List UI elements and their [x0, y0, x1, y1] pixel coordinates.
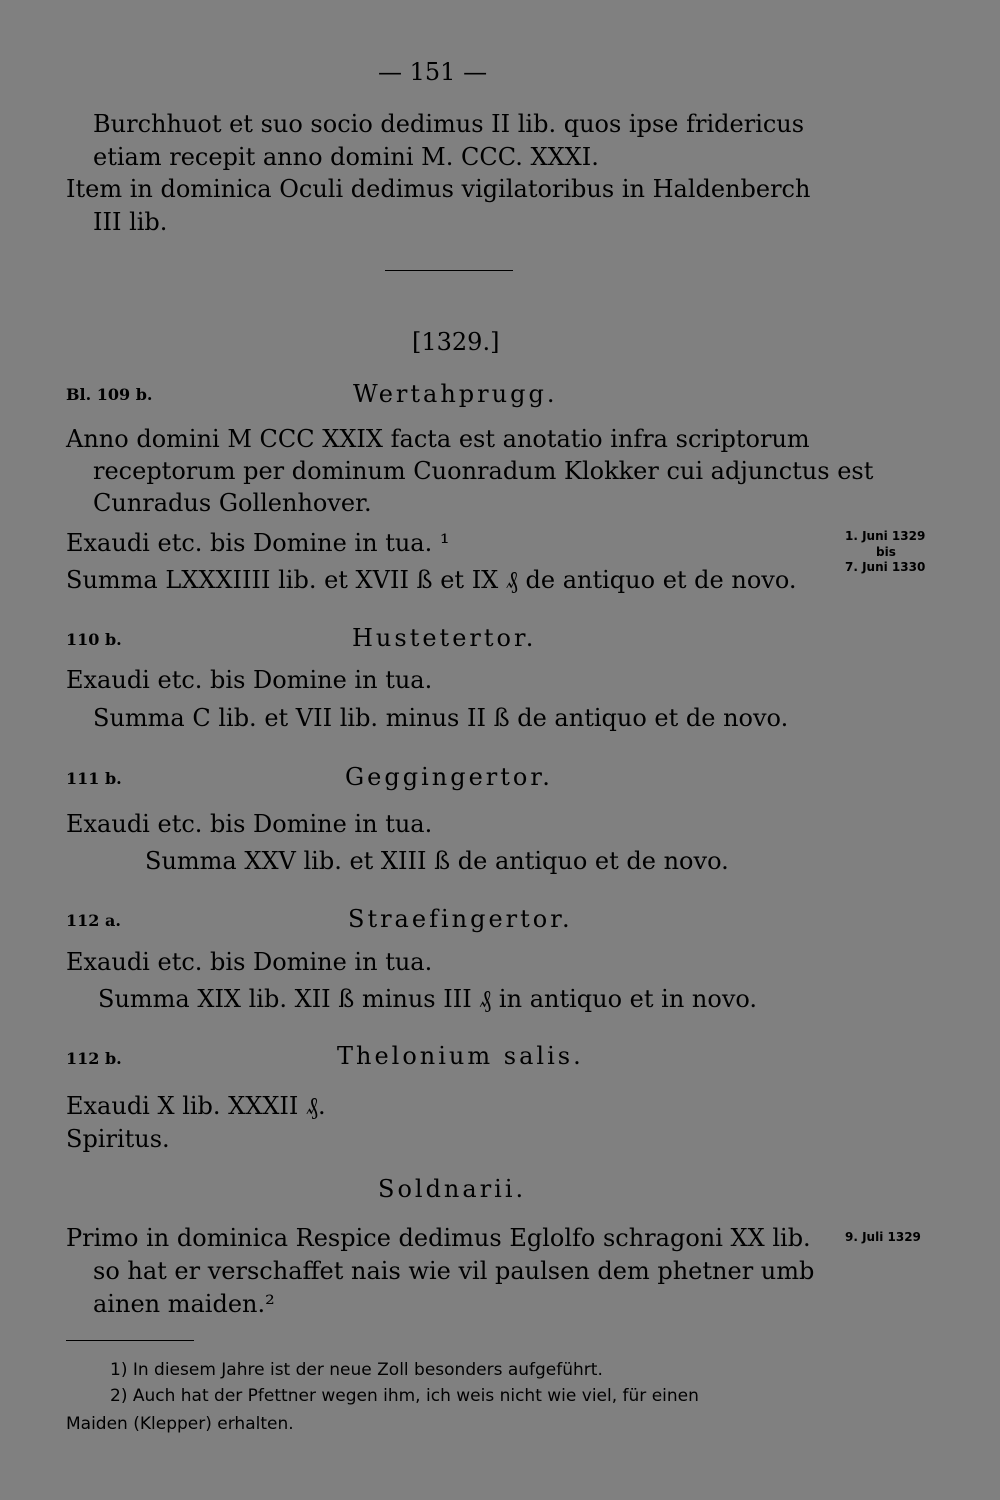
section-divider	[385, 270, 513, 271]
folio-reference: 110 b.	[66, 630, 122, 649]
footnote: 1) In diesem Jahre ist der neue Zoll besonders aufgeführt.	[110, 1360, 603, 1380]
margin-date: 1. Juni 1329	[845, 529, 926, 543]
margin-date: 7. Juni 1330	[845, 560, 926, 574]
footnote: Maiden (Klepper) erhalten.	[66, 1414, 294, 1434]
text-line: ainen maiden.²	[93, 1290, 275, 1318]
text-line: Exaudi etc. bis Domine in tua.	[66, 810, 433, 838]
footnote: 2) Auch hat der Pfettner wegen ihm, ich weis nicht wie viel, für einen	[110, 1386, 699, 1406]
text-line: Anno domini M CCC XXIX facta est anotatio infra scriptorum	[66, 425, 810, 453]
section-heading: Soldnarii.	[378, 1175, 527, 1203]
text-line: Exaudi etc. bis Domine in tua.	[66, 948, 433, 976]
section-heading: Wertahprugg.	[353, 380, 558, 408]
text-line: Spiritus.	[66, 1125, 170, 1153]
text-line: Burchhuot et suo socio dedimus II lib. quos ipse fridericus	[93, 110, 805, 138]
footnote-divider	[66, 1340, 194, 1341]
section-heading: Geggingertor.	[345, 763, 553, 791]
text-line: Summa XXV lib. et XIII ß de antiquo et de novo.	[145, 847, 729, 875]
text-line: Primo in dominica Respice dedimus Eglolfo schragoni XX lib.	[66, 1224, 811, 1252]
section-heading: Hustetertor.	[352, 624, 537, 652]
folio-reference: 112 a.	[66, 911, 121, 930]
page-number: — 151 —	[378, 58, 488, 86]
folio-reference: 111 b.	[66, 769, 122, 788]
text-line: receptorum per dominum Cuonradum Klokker cui adjunctus est	[93, 457, 874, 485]
text-line: Summa LXXXIIII lib. et XVII ß et IX ₰ de antiquo et de novo.	[66, 566, 797, 594]
text-line: Summa C lib. et VII lib. minus II ß de antiquo et de novo.	[93, 704, 789, 732]
section-heading: Thelonium salis.	[337, 1042, 584, 1070]
text-line: Exaudi etc. bis Domine in tua. ¹	[66, 529, 450, 557]
folio-reference: Bl. 109 b.	[66, 385, 153, 404]
text-line: Cunradus Gollenhover.	[93, 489, 372, 517]
text-line: III lib.	[93, 208, 168, 236]
margin-date: bis	[876, 545, 896, 559]
text-line: Exaudi etc. bis Domine in tua.	[66, 666, 433, 694]
text-line: etiam recepit anno domini M. CCC. XXXI.	[93, 143, 599, 171]
year-heading: [1329.]	[412, 328, 500, 356]
section-heading: Straefingertor.	[348, 905, 573, 933]
text-line: Exaudi X lib. XXXII ₰.	[66, 1092, 326, 1120]
folio-reference: 112 b.	[66, 1049, 122, 1068]
margin-date: 9. Juli 1329	[845, 1230, 921, 1244]
text-line: Item in dominica Oculi dedimus vigilatoribus in Haldenberch	[66, 175, 811, 203]
text-line: so hat er verschaffet nais wie vil paulsen dem phetner umb	[93, 1257, 815, 1285]
text-line: Summa XIX lib. XII ß minus III ₰ in antiquo et in novo.	[98, 985, 758, 1013]
